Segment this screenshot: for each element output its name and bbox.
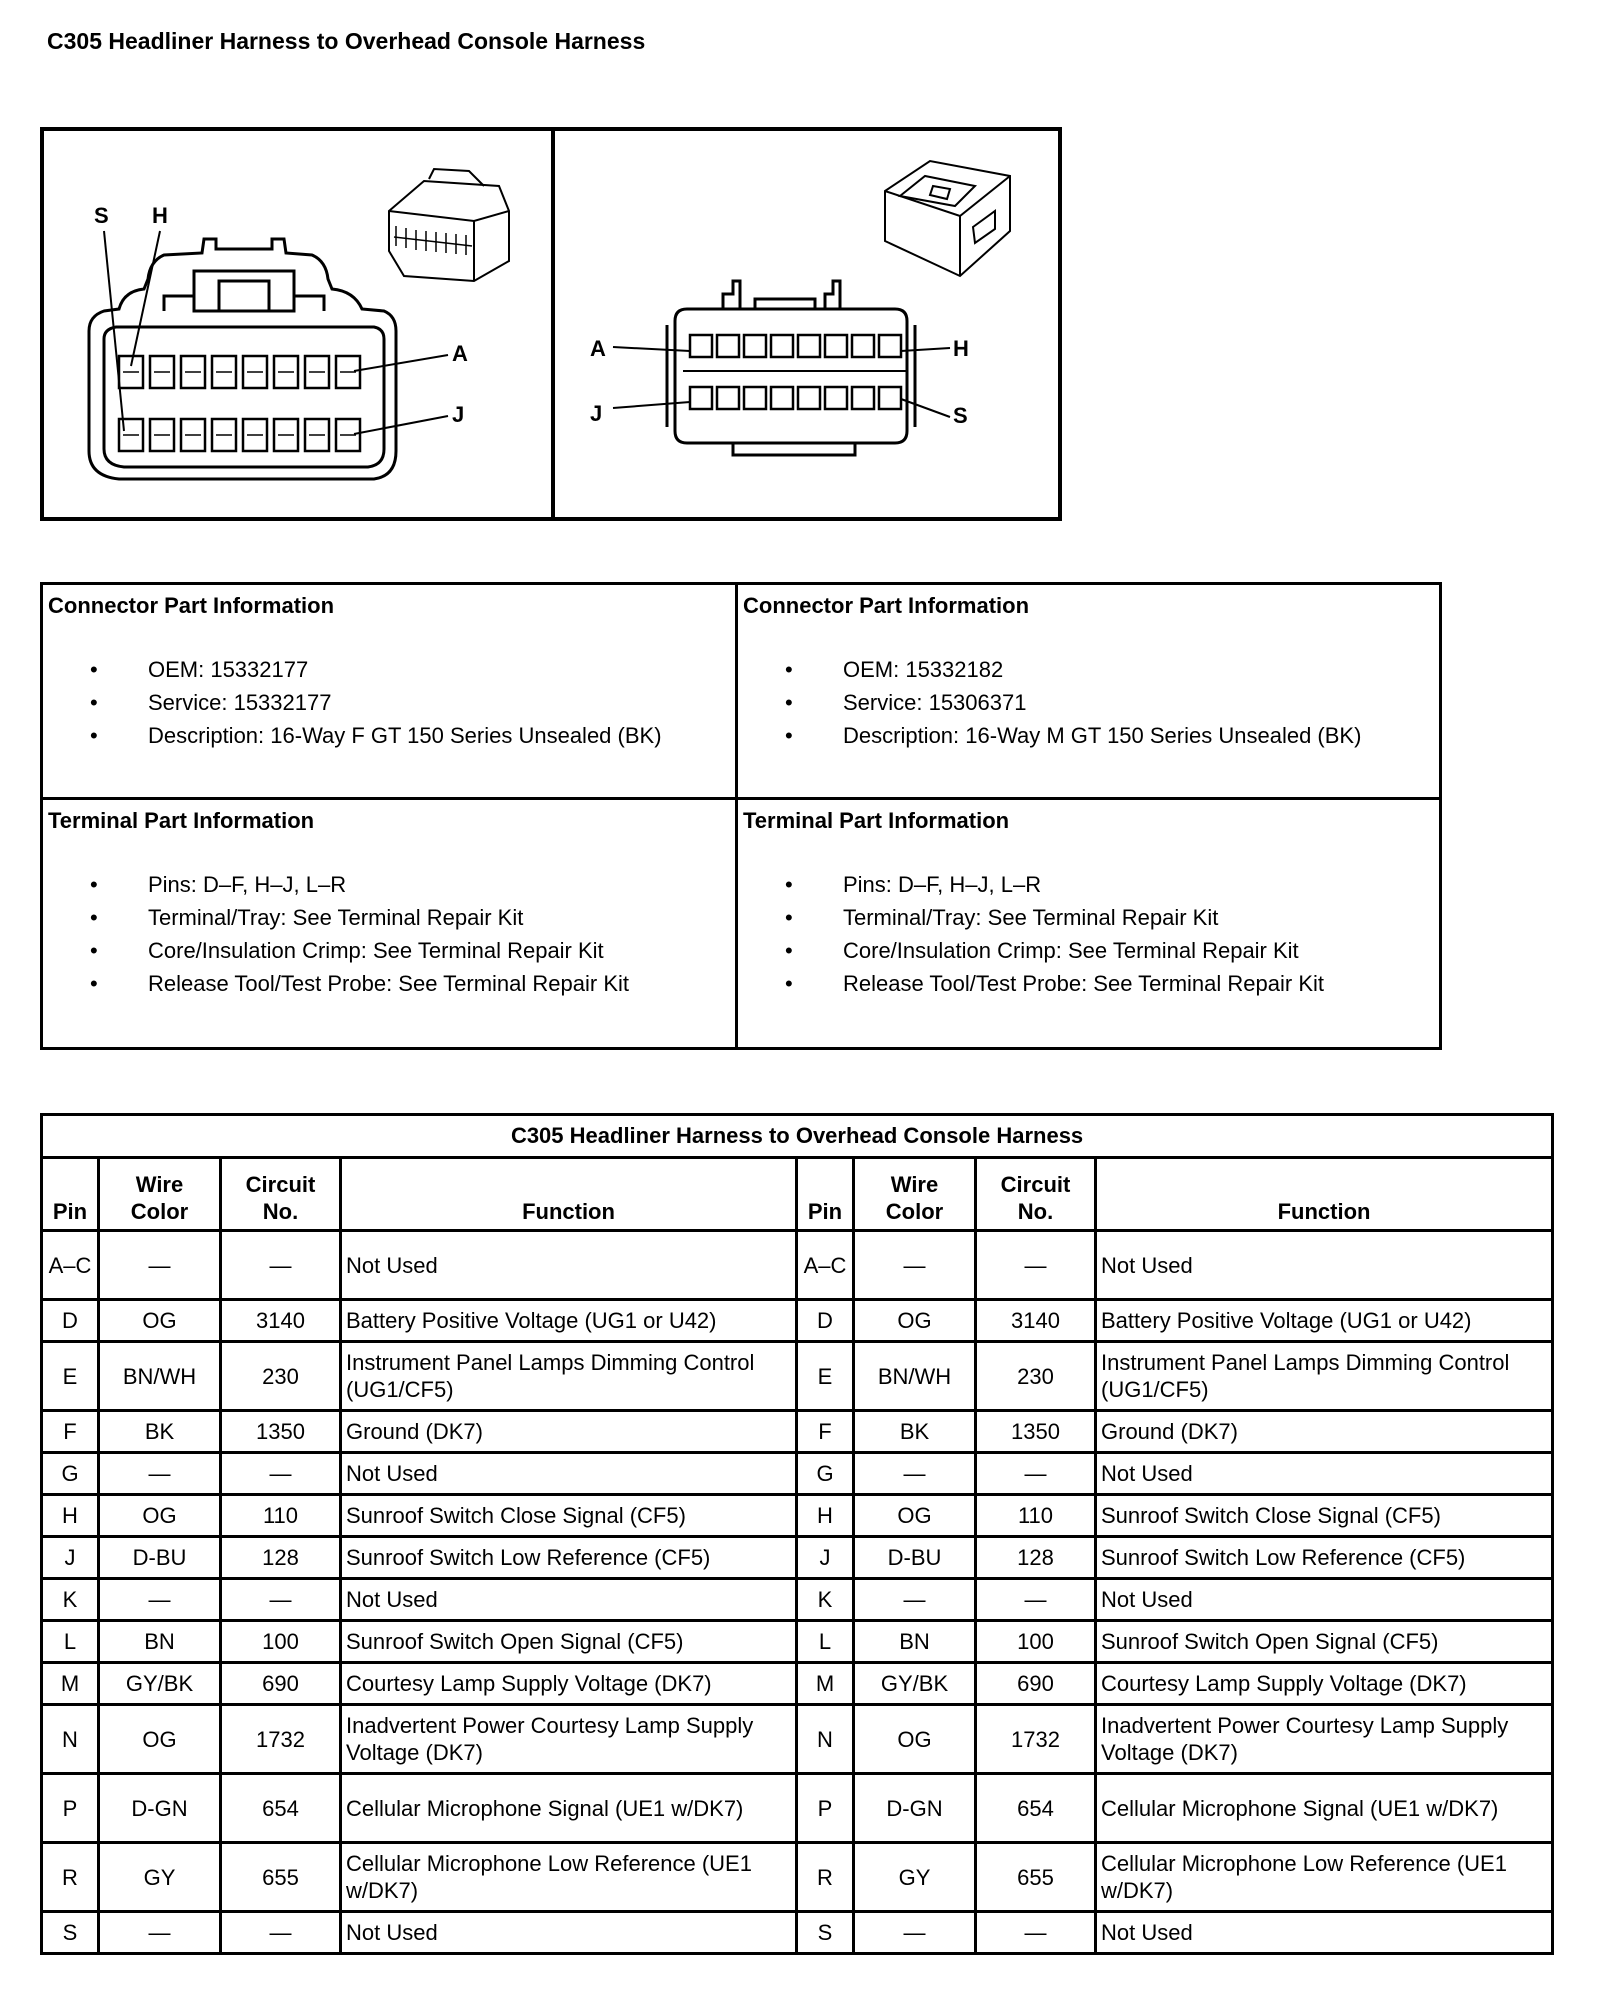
- table-row: [42, 1537, 1553, 1579]
- wire-color-cell: GY: [99, 1843, 221, 1912]
- wire-color-cell: GY/BK: [99, 1663, 221, 1705]
- wire-color-cell: D-GN: [99, 1774, 221, 1843]
- page-title: C305 Headliner Harness to Overhead Console Harness: [47, 28, 646, 54]
- pin-cell: N: [42, 1705, 99, 1774]
- circuit-cell: 3140: [976, 1300, 1096, 1342]
- function-cell: Courtesy Lamp Supply Voltage (DK7): [341, 1663, 797, 1705]
- column-header-pin: Pin: [42, 1158, 99, 1231]
- connector-diagram-frame: [40, 127, 1062, 521]
- wire-color-cell: —: [854, 1579, 976, 1621]
- list-item: • Pins: D–F, H–J, L–R: [148, 868, 730, 901]
- wire-color-cell: —: [99, 1453, 221, 1495]
- table-row: [42, 1342, 1553, 1411]
- circuit-cell: 110: [221, 1495, 341, 1537]
- wire-color-cell: —: [854, 1453, 976, 1495]
- wire-color-cell: —: [99, 1912, 221, 1954]
- part-information-table: [40, 582, 1442, 1050]
- circuit-cell: 100: [221, 1621, 341, 1663]
- pin-cell: K: [797, 1579, 854, 1621]
- column-header-wire-color: [99, 1158, 221, 1231]
- column-header-circuit: [976, 1158, 1096, 1231]
- bullet-list: [48, 868, 730, 1000]
- function-cell: Sunroof Switch Open Signal (CF5): [1096, 1621, 1553, 1663]
- pin-cell: L: [42, 1621, 99, 1663]
- circuit-cell: 1732: [976, 1705, 1096, 1774]
- wire-color-cell: OG: [99, 1705, 221, 1774]
- pin-cell: L: [797, 1621, 854, 1663]
- function-cell: Cellular Microphone Low Reference (UE1 w/DK7): [1096, 1843, 1553, 1912]
- pin-label-j: J: [590, 401, 603, 426]
- function-cell: Not Used: [1096, 1453, 1553, 1495]
- circuit-cell: —: [221, 1912, 341, 1954]
- list-item: • Release Tool/Test Probe: See Terminal Repair Kit: [148, 967, 730, 1000]
- column-header-pin: Pin: [797, 1158, 854, 1231]
- pin-cell: D: [797, 1300, 854, 1342]
- function-cell: Cellular Microphone Low Reference (UE1 w/DK7): [341, 1843, 797, 1912]
- wire-color-cell: BN/WH: [99, 1342, 221, 1411]
- circuit-cell: 655: [221, 1843, 341, 1912]
- header-line: Wire: [890, 1172, 939, 1197]
- list-item: • Service: 15306371: [843, 686, 1434, 719]
- wire-color-cell: —: [854, 1912, 976, 1954]
- circuit-cell: 128: [976, 1537, 1096, 1579]
- column-header-wire-color: [854, 1158, 976, 1231]
- pin-cell: P: [42, 1774, 99, 1843]
- list-item: • Description: 16-Way M GT 150 Series Unsealed (BK): [843, 719, 1434, 752]
- function-cell: Not Used: [341, 1453, 797, 1495]
- wire-color-cell: OG: [854, 1300, 976, 1342]
- circuit-cell: —: [221, 1231, 341, 1300]
- pin-cell: R: [42, 1843, 99, 1912]
- bullet-list: [48, 653, 730, 752]
- wire-color-cell: OG: [99, 1495, 221, 1537]
- circuit-cell: 690: [976, 1663, 1096, 1705]
- section-title: Terminal Part Information: [743, 808, 1010, 833]
- pin-label-h: H: [953, 336, 969, 361]
- wire-color-cell: D-GN: [854, 1774, 976, 1843]
- circuit-cell: 654: [221, 1774, 341, 1843]
- header-line: No.: [262, 1199, 299, 1224]
- table-row: [42, 1579, 1553, 1621]
- list-item: • Pins: D–F, H–J, L–R: [843, 868, 1434, 901]
- male-connector-diagram: [555, 131, 1062, 517]
- header-line: Color: [130, 1199, 189, 1224]
- bullet-list: [743, 653, 1434, 752]
- table-row: [42, 1621, 1553, 1663]
- table-row: [42, 1663, 1553, 1705]
- pin-cell: P: [797, 1774, 854, 1843]
- wire-color-cell: —: [99, 1231, 221, 1300]
- circuit-cell: 654: [976, 1774, 1096, 1843]
- table-row: [42, 1495, 1553, 1537]
- function-cell: Courtesy Lamp Supply Voltage (DK7): [1096, 1663, 1553, 1705]
- list-item: • OEM: 15332177: [148, 653, 730, 686]
- function-cell: Inadvertent Power Courtesy Lamp Supply Voltage (DK7): [1096, 1705, 1553, 1774]
- function-cell: Not Used: [341, 1912, 797, 1954]
- table-row: [42, 1774, 1553, 1843]
- pin-cell: K: [42, 1579, 99, 1621]
- function-cell: Sunroof Switch Low Reference (CF5): [1096, 1537, 1553, 1579]
- section-title: Connector Part Information: [743, 593, 1030, 618]
- circuit-cell: 655: [976, 1843, 1096, 1912]
- wire-color-cell: BN: [99, 1621, 221, 1663]
- pin-label-j: J: [452, 402, 465, 427]
- list-item: • OEM: 15332182: [843, 653, 1434, 686]
- section-title: Terminal Part Information: [48, 808, 315, 833]
- column-header-function: Function: [341, 1158, 797, 1231]
- circuit-cell: 3140: [221, 1300, 341, 1342]
- circuit-cell: —: [976, 1453, 1096, 1495]
- pin-cell: J: [797, 1537, 854, 1579]
- pin-cell: A–C: [797, 1231, 854, 1300]
- list-item: • Service: 15332177: [148, 686, 730, 719]
- wire-color-cell: OG: [854, 1495, 976, 1537]
- circuit-cell: 1350: [976, 1411, 1096, 1453]
- function-cell: Battery Positive Voltage (UG1 or U42): [341, 1300, 797, 1342]
- connector-info-left: [42, 584, 737, 799]
- section-title: Connector Part Information: [48, 593, 335, 618]
- pin-cell: H: [42, 1495, 99, 1537]
- terminal-info-left: [42, 799, 737, 1049]
- pin-cell: E: [42, 1342, 99, 1411]
- male-connector-thumbnail: [885, 161, 1010, 276]
- table-row: [42, 1231, 1553, 1300]
- function-cell: Ground (DK7): [341, 1411, 797, 1453]
- wire-color-cell: BK: [99, 1411, 221, 1453]
- function-cell: Ground (DK7): [1096, 1411, 1553, 1453]
- function-cell: Sunroof Switch Open Signal (CF5): [341, 1621, 797, 1663]
- pin-cell: N: [797, 1705, 854, 1774]
- circuit-cell: —: [976, 1579, 1096, 1621]
- function-cell: Not Used: [1096, 1231, 1553, 1300]
- pinout-table: [40, 1113, 1554, 1955]
- pin-label-a: A: [590, 336, 606, 361]
- function-cell: Cellular Microphone Signal (UE1 w/DK7): [1096, 1774, 1553, 1843]
- pin-cell: G: [797, 1453, 854, 1495]
- pin-label-s: S: [94, 203, 109, 228]
- list-item: • Core/Insulation Crimp: See Terminal Repair Kit: [148, 934, 730, 967]
- wire-color-cell: OG: [99, 1300, 221, 1342]
- pin-cell: G: [42, 1453, 99, 1495]
- function-cell: Battery Positive Voltage (UG1 or U42): [1096, 1300, 1553, 1342]
- function-cell: Sunroof Switch Low Reference (CF5): [341, 1537, 797, 1579]
- wire-color-cell: BN: [854, 1621, 976, 1663]
- pin-cell: D: [42, 1300, 99, 1342]
- function-cell: Instrument Panel Lamps Dimming Control (UG1/CF5): [1096, 1342, 1553, 1411]
- circuit-cell: 1350: [221, 1411, 341, 1453]
- function-cell: Inadvertent Power Courtesy Lamp Supply Voltage (DK7): [341, 1705, 797, 1774]
- wire-color-cell: —: [99, 1579, 221, 1621]
- function-cell: Instrument Panel Lamps Dimming Control (UG1/CF5): [341, 1342, 797, 1411]
- circuit-cell: —: [221, 1579, 341, 1621]
- pin-cell: S: [42, 1912, 99, 1954]
- wire-color-cell: —: [854, 1231, 976, 1300]
- list-item: • Terminal/Tray: See Terminal Repair Kit: [148, 901, 730, 934]
- pin-label-a: A: [452, 341, 468, 366]
- function-cell: Sunroof Switch Close Signal (CF5): [1096, 1495, 1553, 1537]
- pin-cell: J: [42, 1537, 99, 1579]
- function-cell: Not Used: [341, 1231, 797, 1300]
- circuit-cell: 128: [221, 1537, 341, 1579]
- column-header-circuit: [221, 1158, 341, 1231]
- table-row: [42, 1912, 1553, 1954]
- header-line: Circuit: [245, 1172, 316, 1197]
- pin-cell: A–C: [42, 1231, 99, 1300]
- table-row: [42, 1411, 1553, 1453]
- connector-info-right: [737, 584, 1441, 799]
- wire-color-cell: BN/WH: [854, 1342, 976, 1411]
- table-row: [42, 1705, 1553, 1774]
- pin-cell: E: [797, 1342, 854, 1411]
- pin-label-s: S: [953, 403, 968, 428]
- circuit-cell: 100: [976, 1621, 1096, 1663]
- list-item: • Description: 16-Way F GT 150 Series Unsealed (BK): [148, 719, 730, 752]
- bullet-list: [743, 868, 1434, 1000]
- pin-cell: F: [797, 1411, 854, 1453]
- function-cell: Not Used: [1096, 1912, 1553, 1954]
- header-line: Color: [885, 1199, 944, 1224]
- wire-color-cell: BK: [854, 1411, 976, 1453]
- pin-cell: F: [42, 1411, 99, 1453]
- pin-cell: H: [797, 1495, 854, 1537]
- circuit-cell: 230: [976, 1342, 1096, 1411]
- function-cell: Cellular Microphone Signal (UE1 w/DK7): [341, 1774, 797, 1843]
- wire-color-cell: D-BU: [854, 1537, 976, 1579]
- circuit-cell: —: [976, 1231, 1096, 1300]
- header-line: Circuit: [1000, 1172, 1071, 1197]
- wire-color-cell: OG: [854, 1705, 976, 1774]
- table-row: [42, 1453, 1553, 1495]
- pin-cell: M: [42, 1663, 99, 1705]
- pin-cell: R: [797, 1843, 854, 1912]
- pin-label-h: H: [152, 203, 168, 228]
- circuit-cell: —: [976, 1912, 1096, 1954]
- list-item: • Release Tool/Test Probe: See Terminal Repair Kit: [843, 967, 1434, 1000]
- function-cell: Not Used: [1096, 1579, 1553, 1621]
- circuit-cell: 690: [221, 1663, 341, 1705]
- female-connector-thumbnail: [389, 169, 509, 281]
- list-item: • Terminal/Tray: See Terminal Repair Kit: [843, 901, 1434, 934]
- function-cell: Not Used: [341, 1579, 797, 1621]
- pinout-table-title: C305 Headliner Harness to Overhead Console Harness: [42, 1115, 1553, 1158]
- column-header-function: Function: [1096, 1158, 1553, 1231]
- circuit-cell: 110: [976, 1495, 1096, 1537]
- function-cell: Sunroof Switch Close Signal (CF5): [341, 1495, 797, 1537]
- header-line: No.: [1017, 1199, 1054, 1224]
- circuit-cell: 230: [221, 1342, 341, 1411]
- circuit-cell: —: [221, 1453, 341, 1495]
- female-connector-diagram: [44, 131, 547, 517]
- header-line: Wire: [135, 1172, 184, 1197]
- table-row: [42, 1300, 1553, 1342]
- table-row: [42, 1843, 1553, 1912]
- terminal-info-right: [737, 799, 1441, 1049]
- list-item: • Core/Insulation Crimp: See Terminal Repair Kit: [843, 934, 1434, 967]
- circuit-cell: 1732: [221, 1705, 341, 1774]
- pin-cell: M: [797, 1663, 854, 1705]
- wire-color-cell: D-BU: [99, 1537, 221, 1579]
- wire-color-cell: GY: [854, 1843, 976, 1912]
- pin-cell: S: [797, 1912, 854, 1954]
- wire-color-cell: GY/BK: [854, 1663, 976, 1705]
